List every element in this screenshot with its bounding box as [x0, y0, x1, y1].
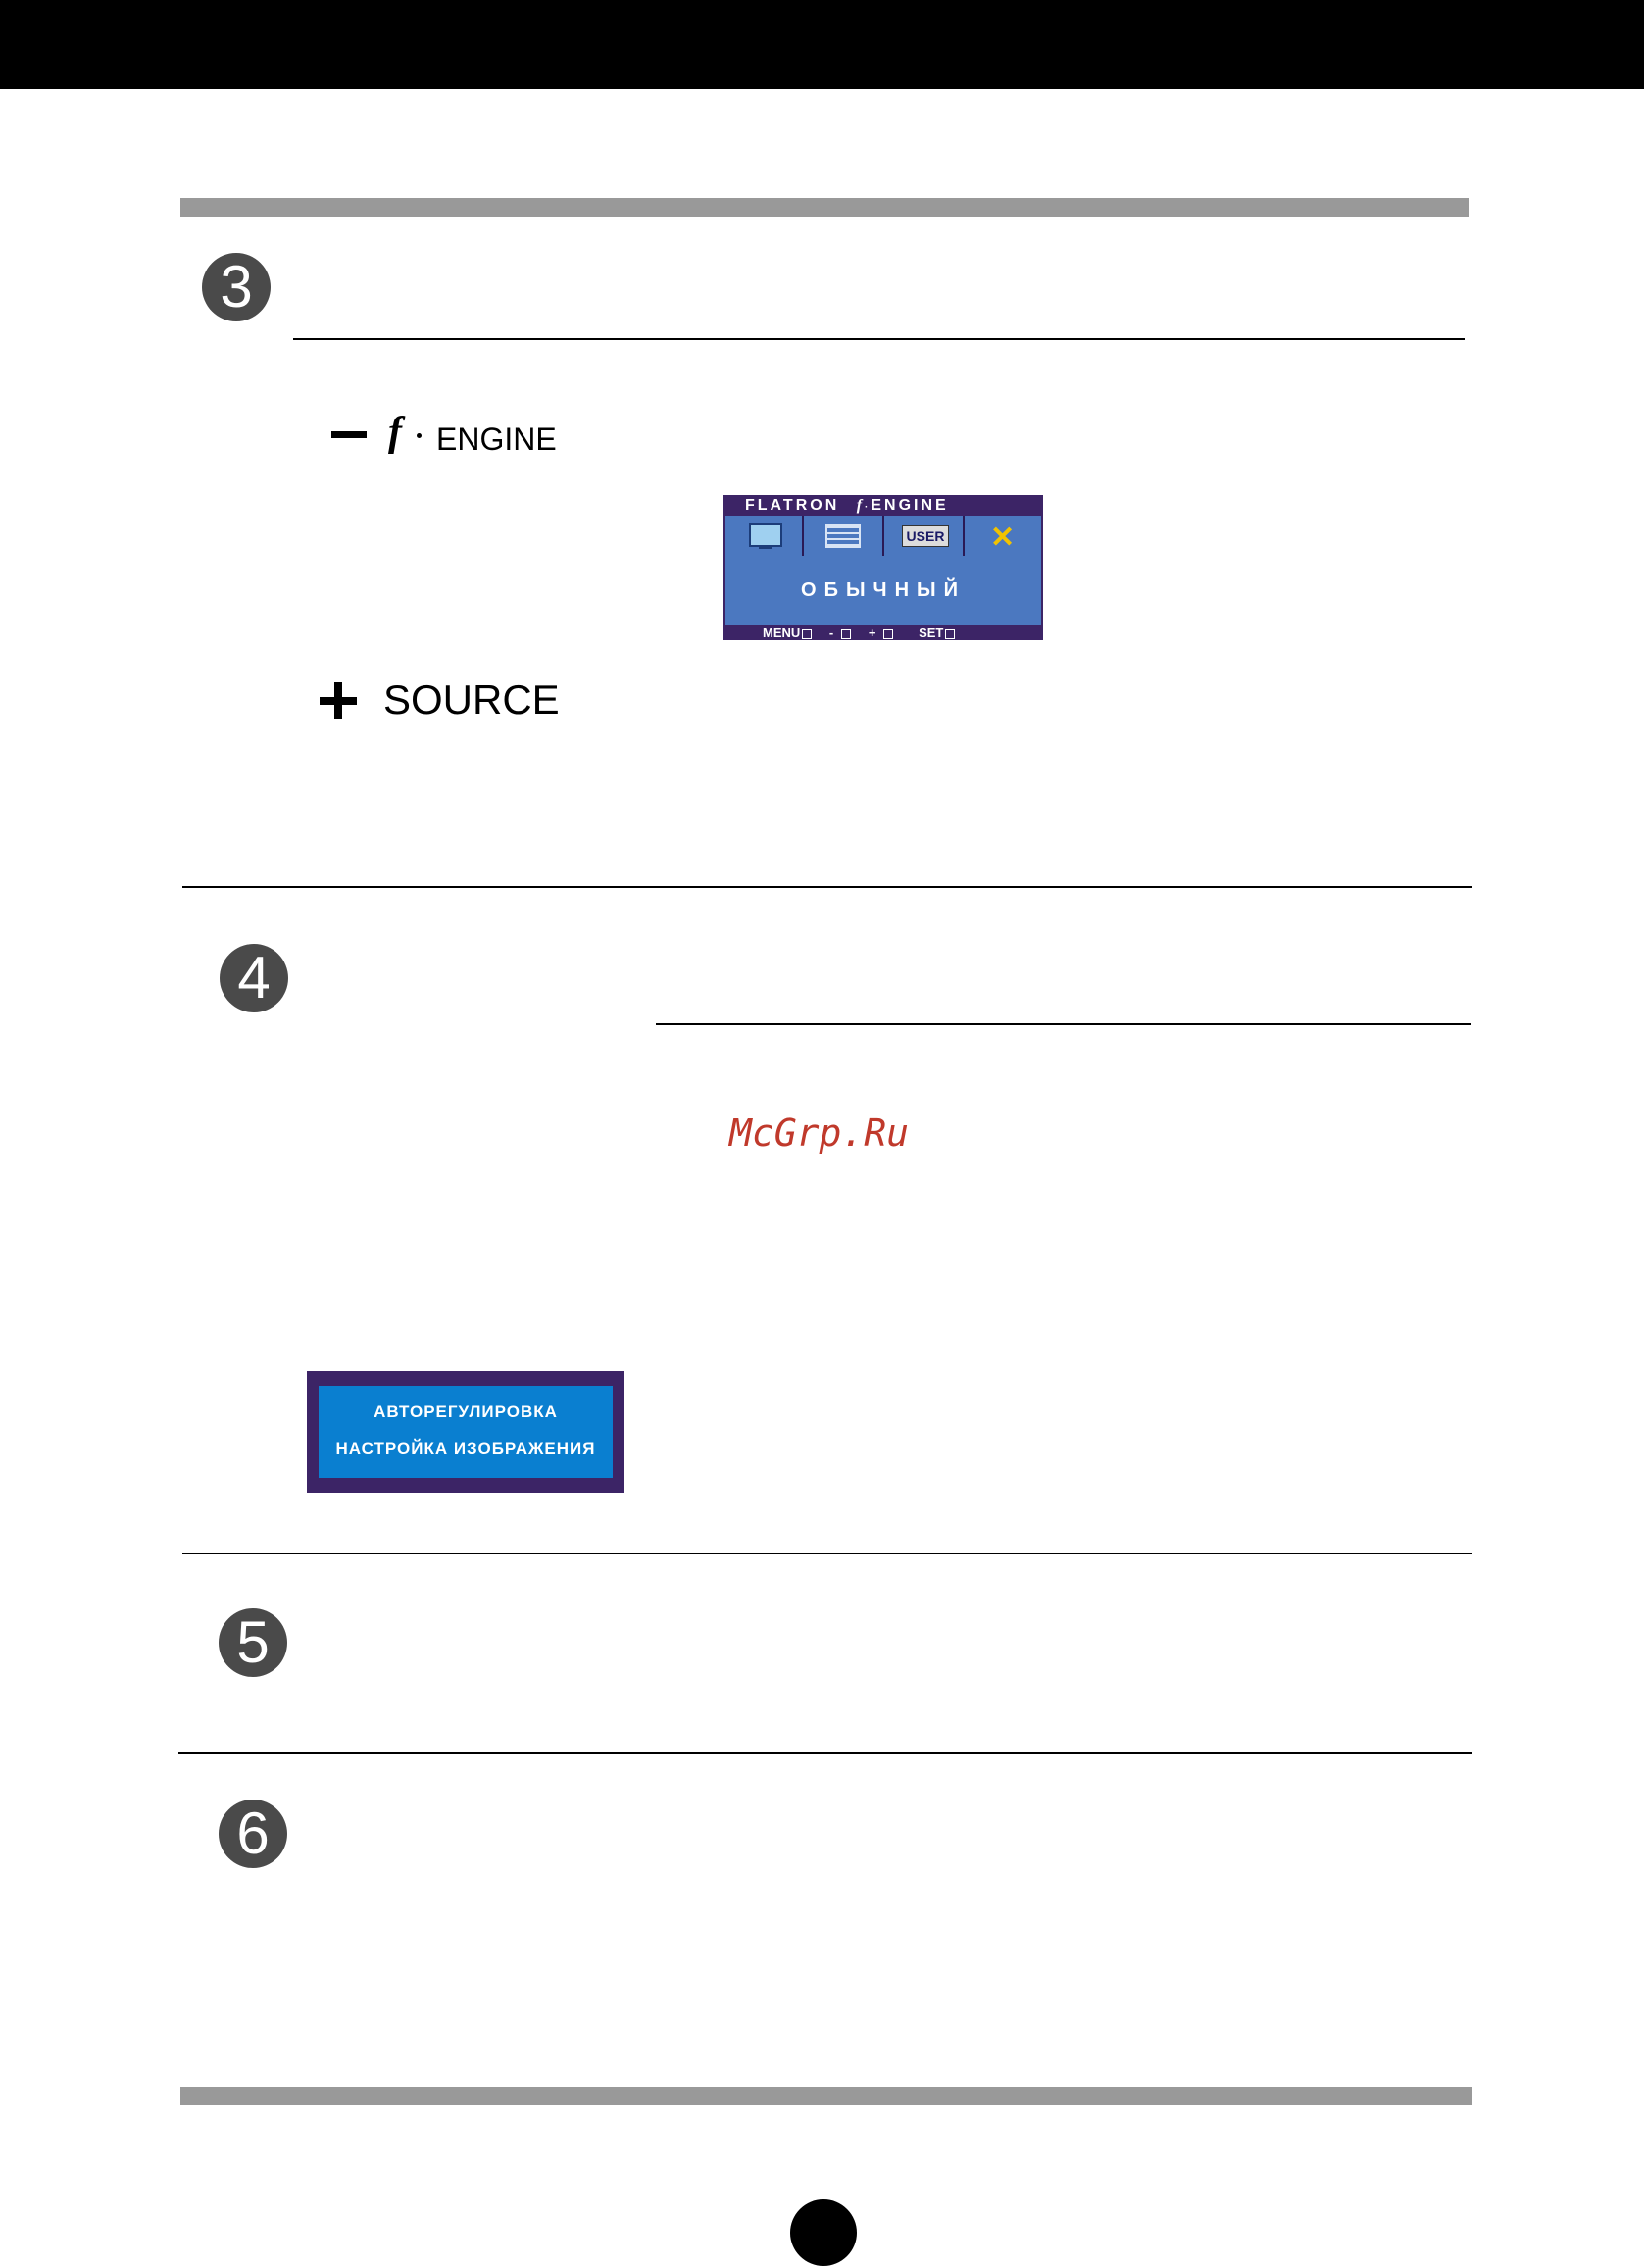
page-number-dot [790, 2199, 857, 2266]
section-4-underline [656, 1023, 1471, 1025]
osd-title-flatron: FLATRON [745, 497, 840, 514]
text-page-icon [825, 524, 861, 548]
section-4-badge: 4 [220, 944, 288, 1012]
close-icon: ✕ [990, 521, 1016, 554]
osd-tab-user[interactable] [884, 516, 965, 556]
osd-mode-value: ОБЫЧНЫЙ [725, 556, 1041, 625]
auto-adjust-panel [319, 1386, 613, 1478]
osd-footer [723, 625, 1043, 640]
osd-tab-close[interactable] [965, 516, 1041, 556]
divider-3-4 [182, 886, 1472, 888]
osd-footer-plus: + [868, 625, 876, 640]
section-3-underline [293, 338, 1465, 340]
osd-tab-text[interactable] [804, 516, 884, 556]
watermark-text: McGrp.Ru [729, 1111, 910, 1155]
osd-footer-set: SET [919, 625, 944, 640]
section-6-badge: 6 [219, 1800, 287, 1868]
monitor-icon [749, 523, 782, 547]
auto-adjust-line2: НАСТРОЙКА ИЗОБРАЖЕНИЯ [335, 1439, 596, 1457]
top-gray-bar [180, 198, 1469, 217]
osd-tab-monitor[interactable] [725, 516, 804, 556]
osd-title: FLATRON f·ENGINE [745, 497, 949, 514]
fengine-osd-panel [723, 495, 1043, 640]
bottom-gray-bar [180, 2087, 1472, 2105]
auto-adjust-osd [307, 1371, 624, 1493]
auto-adjust-line1: АВТОРЕГУЛИРОВКА [374, 1403, 558, 1421]
fengine-f-glyph: f [388, 410, 402, 455]
divider-4-5 [182, 1553, 1472, 1554]
osd-footer-menu: MENU [763, 625, 801, 640]
osd-title-f: f [856, 497, 866, 514]
plus-icon [320, 682, 357, 719]
minus-icon [331, 431, 367, 438]
section-3-badge: 3 [202, 253, 271, 321]
fengine-dot [417, 433, 422, 438]
user-icon: USER [902, 525, 949, 547]
top-black-bar [0, 0, 1644, 89]
source-button-label: SOURCE [383, 676, 560, 722]
osd-title-engine: ENGINE [871, 497, 949, 514]
divider-5-6 [178, 1752, 1472, 1754]
section-5-badge: 5 [219, 1608, 287, 1677]
osd-footer-minus: - [828, 625, 834, 640]
fengine-button-label: ENGINE [436, 421, 557, 457]
